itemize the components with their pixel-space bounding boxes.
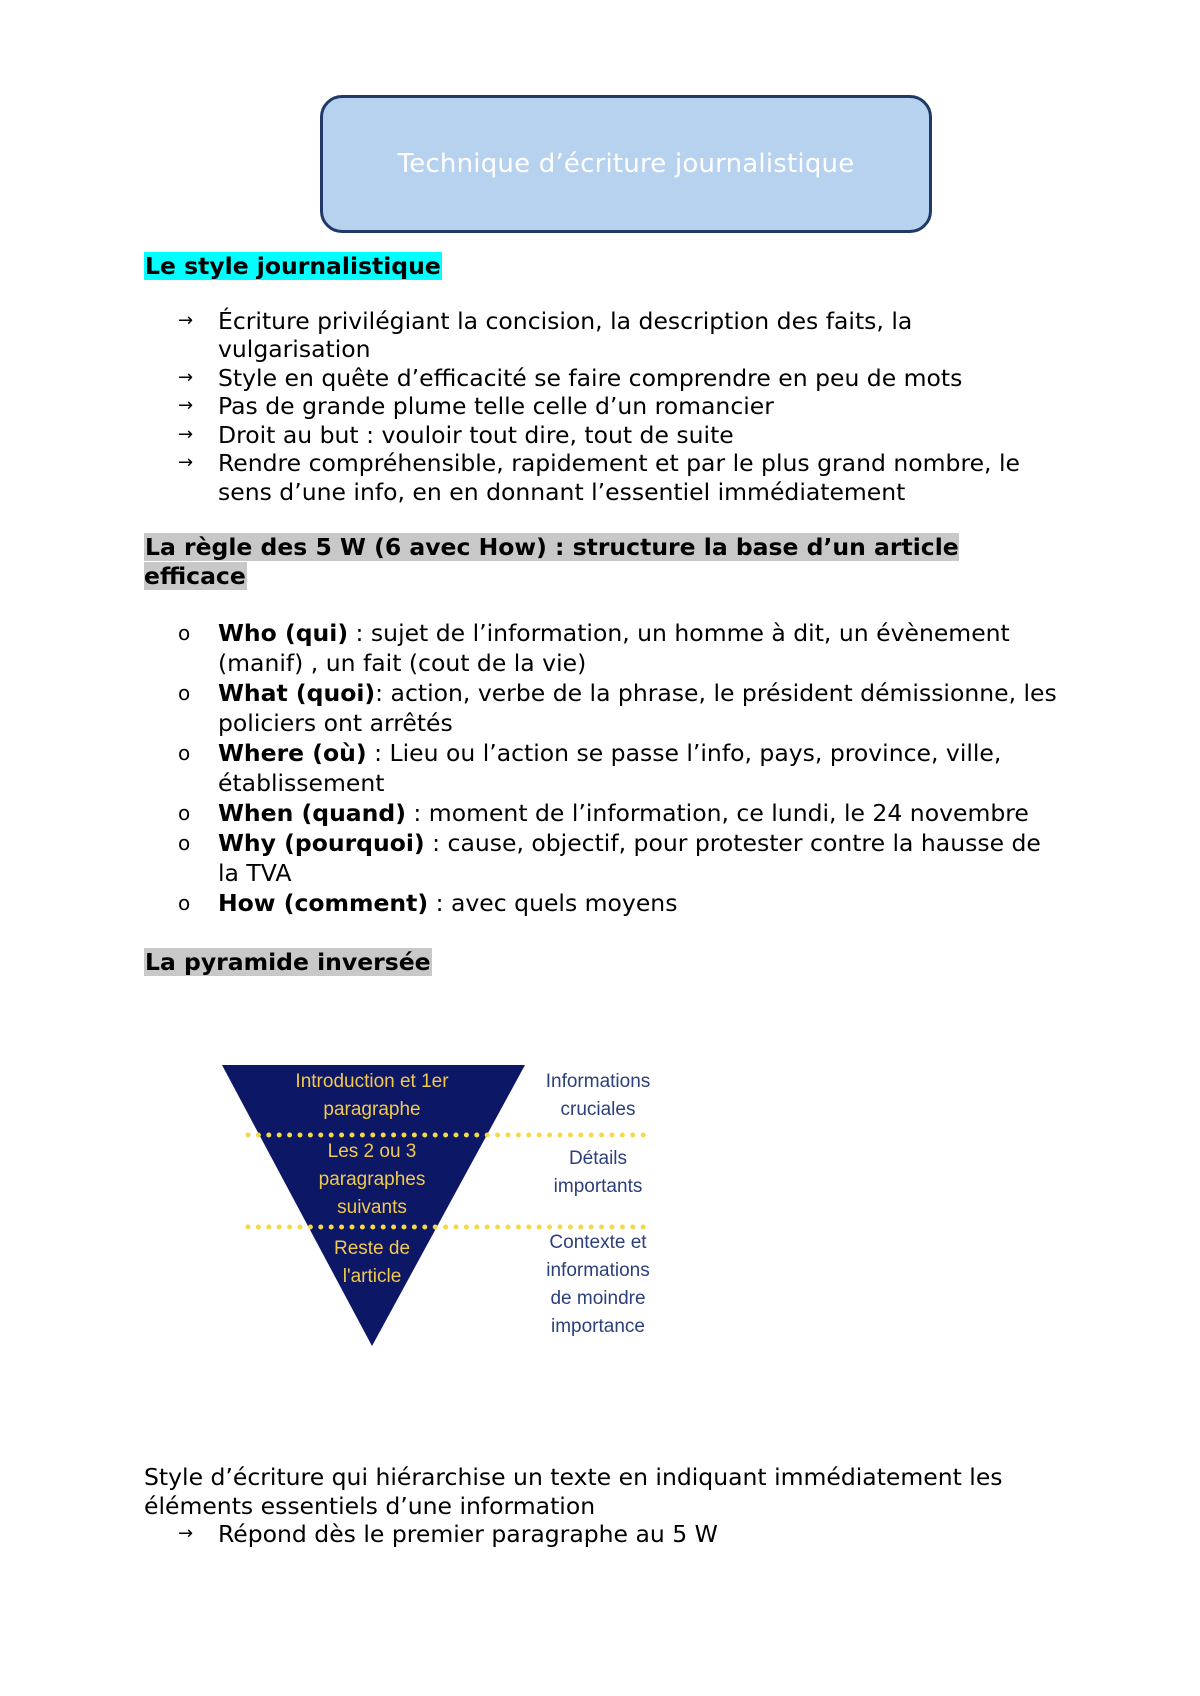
list-item: → Droit au but : vouloir tout dire, tout de suite — [178, 420, 734, 449]
pyramid-right-label: de moindre — [550, 1288, 646, 1309]
circle-bullet-icon: o — [178, 621, 191, 645]
list-item: → Répond dès le premier paragraphe au 5 W — [178, 1520, 718, 1548]
pyramid-left-label: paragraphes — [318, 1169, 426, 1190]
inverted-pyramid-diagram — [220, 1060, 680, 1360]
pyramid-right-label: cruciales — [560, 1099, 636, 1120]
pyramid-left-label: paragraphe — [323, 1099, 421, 1120]
bottom-section — [144, 1463, 1064, 1549]
pyramid-left-label: l'article — [342, 1266, 402, 1287]
circle-bullet-icon: o — [178, 801, 191, 825]
list-item: → Rendre compréhensible, rapidement et par le plus grand nombre, le sens d’une info, en en donnant l’essentiel immédiatement — [178, 449, 1020, 506]
list-item: o Where (où) : Lieu ou l’action se passe l’info, pays, province, ville, établissement — [178, 739, 1002, 797]
main-content — [144, 252, 1064, 977]
list-item: o What (quoi): action, verbe de la phrase, le président démissionne, les policiers ont arrêtés — [178, 679, 1057, 737]
list-item: o How (comment) : avec quels moyens — [178, 889, 678, 917]
title-box — [320, 95, 932, 233]
circle-bullet-icon: o — [178, 741, 191, 765]
section-heading-5w: La règle des 5 W (6 avec How) : structure la base d’un article efficace — [144, 533, 959, 590]
style-list — [144, 307, 1064, 507]
definition-paragraph: Style d’écriture qui hiérarchise un texte en indiquant immédiatement les éléments essentiels d’une information — [144, 1463, 1003, 1520]
page-title: Technique d’écriture journalistique — [397, 149, 855, 179]
pyramid-right-label: importants — [553, 1176, 643, 1197]
circle-bullet-icon: o — [178, 891, 191, 915]
arrow-icon: → — [178, 1523, 194, 1544]
pyramid-right-label: Contexte et — [549, 1232, 647, 1253]
circle-bullet-icon: o — [178, 681, 191, 705]
list-item: o Why (pourquoi) : cause, objectif, pour protester contre la hausse de la TVA — [178, 829, 1041, 887]
circle-bullet-icon: o — [178, 831, 191, 855]
arrow-icon: → — [178, 309, 194, 331]
section-heading-pyramid: La pyramide inversée — [145, 948, 431, 976]
arrow-icon: → — [178, 395, 194, 416]
pyramid-right-label: Informations — [545, 1071, 651, 1092]
list-item: → Pas de grande plume telle celle d’un romancier — [178, 392, 774, 420]
section-heading-style: Le style journalistique — [145, 252, 441, 280]
pyramid-right-label: importance — [551, 1316, 645, 1337]
pyramid-left-label: Introduction et 1er — [295, 1071, 449, 1092]
list-item: → Écriture privilégiant la concision, la description des faits, la vulgarisation — [178, 306, 913, 363]
pyramid-left-label: Les 2 ou 3 — [327, 1141, 417, 1162]
arrow-icon: → — [178, 366, 194, 388]
list-item: → Style en quête d’efficacité se faire comprendre en peu de mots — [178, 363, 963, 392]
arrow-icon: → — [178, 452, 194, 473]
arrow-icon: → — [178, 423, 194, 445]
pyramid-left-label: suivants — [337, 1197, 407, 1218]
bottom-list — [144, 1520, 1064, 1549]
pyramid-right-label: informations — [546, 1260, 650, 1281]
pyramid-right-label: Détails — [568, 1148, 628, 1169]
five-w-list — [144, 618, 1064, 918]
list-item: o Who (qui) : sujet de l’information, un homme à dit, un évènement (manif) , un fait (cout de la vie) — [178, 619, 1010, 677]
list-item: o When (quand) : moment de l’information, ce lundi, le 24 novembre — [178, 799, 1029, 827]
pyramid-left-label: Reste de — [333, 1238, 411, 1259]
